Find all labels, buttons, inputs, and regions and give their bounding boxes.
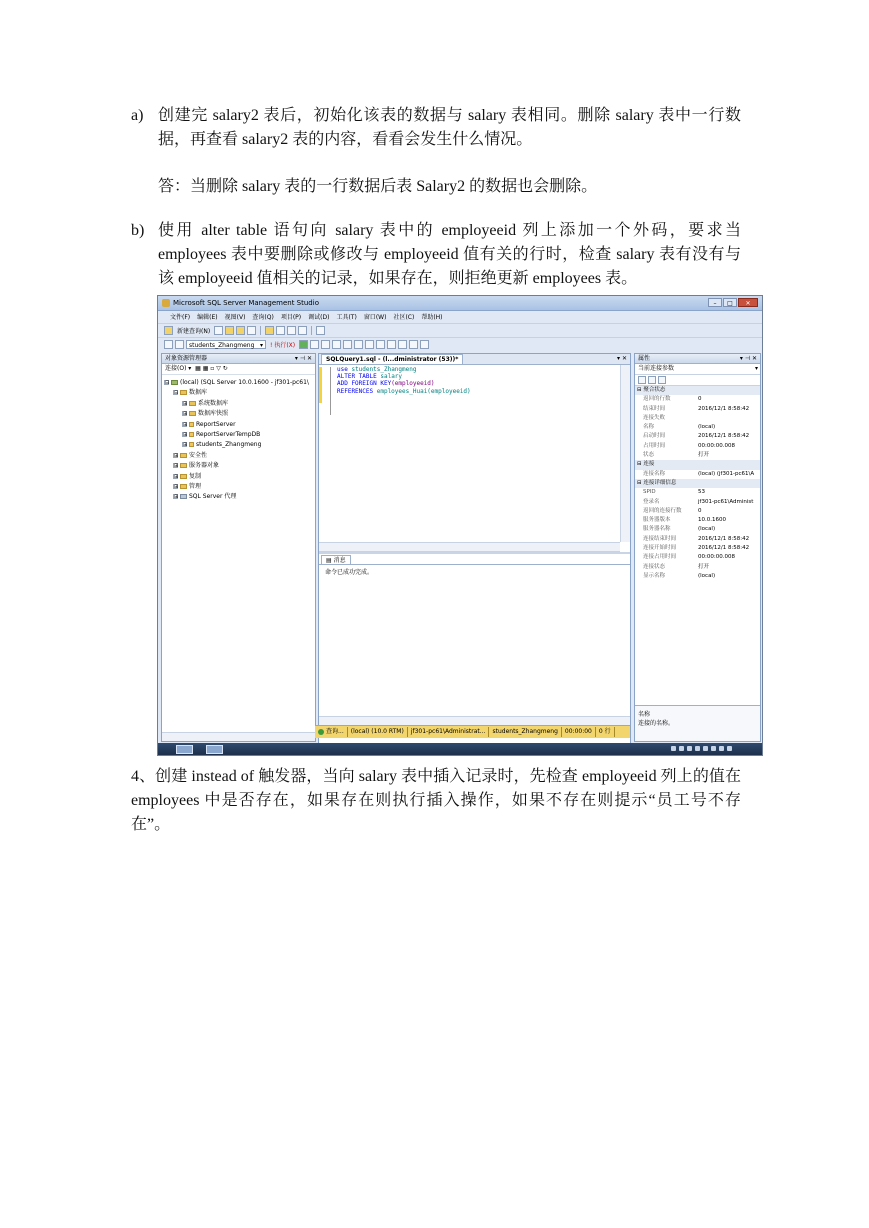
standard-toolbar <box>158 323 762 337</box>
property-pages-icon[interactable] <box>658 376 666 384</box>
property-row[interactable] <box>635 535 760 544</box>
properties-pane <box>634 353 761 742</box>
tree-node[interactable] <box>164 451 315 461</box>
chevron-down-icon: ▾ <box>259 342 263 349</box>
editor-vertical-scrollbar[interactable] <box>620 365 630 542</box>
taskbar-explorer-button[interactable] <box>176 745 193 754</box>
alphabetical-icon[interactable] <box>648 376 656 384</box>
minimize-button[interactable]: – <box>708 298 722 307</box>
property-row[interactable] <box>635 405 760 414</box>
property-row[interactable] <box>635 470 760 479</box>
tree-node-label: 数据库 <box>189 389 208 397</box>
object-tree <box>162 375 315 503</box>
change-marker <box>319 367 322 403</box>
property-key: 服务器名称 <box>643 526 671 533</box>
code-line: ALTER TABLE salary <box>337 373 403 381</box>
messages-panel <box>319 564 630 716</box>
property-category-label: 聚合状态 <box>643 387 666 393</box>
tree-node[interactable] <box>164 409 315 419</box>
server-icon <box>171 380 178 385</box>
property-key: 名称 <box>643 424 655 431</box>
tree-node[interactable] <box>164 388 315 398</box>
property-value: 2016/12/1 8:58:42 <box>698 405 750 412</box>
windows-taskbar <box>158 743 762 755</box>
properties-title: 属性 <box>638 355 651 362</box>
agent-icon <box>180 494 187 499</box>
expand-icon[interactable]: ⊞ <box>183 411 188 418</box>
status-cell: 查询... <box>315 727 348 737</box>
property-key: 登录名 <box>643 498 660 505</box>
menu-edit[interactable]: 编辑(E) <box>197 314 218 321</box>
item-a-marker: a) <box>131 107 144 124</box>
property-key: 连接名称 <box>643 470 666 477</box>
menu-help[interactable]: 帮助(H) <box>421 314 443 321</box>
database-select[interactable] <box>186 340 266 349</box>
property-description-title: 名称 <box>638 711 651 718</box>
code-line: use students_Zhangmeng <box>337 366 417 373</box>
expand-icon[interactable]: ⊞ <box>183 400 188 407</box>
code-line: ADD FOREIGN KEY(employeeid) <box>337 380 435 388</box>
window-title: Microsoft SQL Server Management Studio <box>173 299 319 307</box>
tree-node[interactable] <box>164 440 315 450</box>
tree-node-label: ReportServer <box>196 420 236 428</box>
folder-icon <box>180 484 187 489</box>
property-value: 53 <box>698 489 705 496</box>
categorized-icon[interactable] <box>638 376 646 384</box>
save-icon[interactable] <box>276 326 285 335</box>
item-a <box>131 104 741 152</box>
tree-node[interactable] <box>164 399 315 409</box>
save-all-icon[interactable] <box>287 326 296 335</box>
editor-horizontal-scrollbar[interactable] <box>319 542 620 552</box>
menu-bar <box>158 311 762 322</box>
item-b <box>131 219 741 291</box>
editor-tab-bar <box>319 354 630 365</box>
properties-header <box>635 354 760 364</box>
property-row[interactable] <box>635 507 760 516</box>
property-category[interactable] <box>635 479 760 488</box>
display-plan-icon[interactable] <box>332 340 341 349</box>
expand-icon[interactable]: ⊞ <box>174 494 179 501</box>
messages-scrollbar[interactable] <box>319 716 630 725</box>
tree-node-label: 系统数据库 <box>198 399 229 407</box>
property-category[interactable] <box>635 460 760 469</box>
tree-node-label: (local) (SQL Server 10.0.1600 - jf301-pc61\ <box>180 379 309 386</box>
new-query-button[interactable]: 新建查询(N) <box>177 328 211 335</box>
pin-close-icon[interactable]: ▾ ⊣ ✕ <box>739 355 757 362</box>
property-key: 连接开始时间 <box>643 545 677 552</box>
property-row[interactable] <box>635 432 760 441</box>
tree-node[interactable] <box>164 461 315 471</box>
decrease-indent-icon[interactable] <box>409 340 418 349</box>
paragraph-4: 4、创建 instead of 触发器，当向 salary 表中插入记录时，先检查 employeeid 列上的值在 employees 中是否存在，如果存在则执行插入操作，如果不存在则提示“员工号不存在”。 <box>131 768 741 833</box>
answer-a: 答：当删除 salary 表的一行数据后表 Salary2 的数据也会删除。 <box>158 178 598 195</box>
tree-node-label: SQL Server 代理 <box>189 493 237 501</box>
folder-icon <box>189 411 196 416</box>
uncomment-icon[interactable] <box>398 340 407 349</box>
ssms-screenshot <box>157 295 763 756</box>
database-icon <box>189 432 194 437</box>
menu-query[interactable]: 查询(Q) <box>252 314 274 321</box>
mdx-query-icon[interactable] <box>236 326 245 335</box>
analysis-query-icon[interactable] <box>225 326 234 335</box>
expand-icon[interactable]: ⊞ <box>174 463 179 470</box>
status-rows: 0 行 <box>596 727 615 737</box>
ssms-app-icon <box>162 299 170 307</box>
property-row[interactable] <box>635 525 760 534</box>
property-key: 连接状态 <box>643 563 666 570</box>
messages-icon: ▤ <box>326 557 334 564</box>
object-explorer-toolbar <box>162 364 315 375</box>
collapse-icon[interactable]: ⊟ <box>637 461 644 468</box>
taskbar-ssms-button[interactable] <box>206 745 223 754</box>
property-row[interactable] <box>635 498 760 507</box>
tree-node[interactable] <box>164 472 315 482</box>
tree-node-label: 服务器对象 <box>189 462 220 470</box>
connect-dropdown[interactable]: 连接(O) ▾ <box>165 365 192 372</box>
tree-node-label: 安全性 <box>189 451 208 459</box>
sql-editor-toolbar <box>158 337 762 351</box>
folder-icon <box>180 474 187 479</box>
tree-node[interactable] <box>164 378 315 388</box>
property-value: 00:00:00.008 <box>698 442 735 449</box>
object-explorer-header <box>162 354 315 364</box>
property-value <box>696 414 760 423</box>
property-key: 返回的连接行数 <box>643 507 682 514</box>
results-splitter[interactable] <box>319 552 630 554</box>
open-file-icon[interactable] <box>265 326 274 335</box>
property-row[interactable] <box>635 395 760 404</box>
filter-icons[interactable]: ▦ ▦ ▫ ▽ ↻ <box>193 365 228 372</box>
property-category[interactable] <box>635 386 760 395</box>
sql-code[interactable] <box>319 365 620 542</box>
property-key: 结束时间 <box>643 405 666 412</box>
tree-node[interactable] <box>164 420 315 430</box>
property-key: 占用时间 <box>643 442 666 449</box>
property-value: (local) <box>698 572 716 579</box>
property-value: 10.0.1600 <box>698 517 726 524</box>
item-b-marker: b) <box>131 222 145 239</box>
property-value: 0 <box>698 396 702 403</box>
property-key: SPID <box>643 489 656 496</box>
query-editor-pane <box>318 353 631 752</box>
property-value: (local) <box>698 424 716 431</box>
message-text: 命令已成功完成。 <box>325 569 374 576</box>
comment-icon[interactable] <box>387 340 396 349</box>
property-value: 00:00:00.008 <box>698 554 735 561</box>
property-row[interactable] <box>635 553 760 562</box>
status-database: students_Zhangmeng <box>489 727 561 737</box>
property-value: (local) (jf301-pc61\A <box>698 470 755 477</box>
results-text-icon[interactable] <box>354 340 363 349</box>
property-key: 显示名称 <box>643 572 666 579</box>
query-designer-icon[interactable] <box>343 340 352 349</box>
property-row[interactable] <box>635 544 760 553</box>
property-key: 返回的行数 <box>643 396 671 403</box>
property-grid <box>635 386 760 581</box>
item-b-text: 使用 alter table 语句向 salary 表中的 employeeid 列上添加一个外码，要求当 employees 表中要删除或修改与 employeeid 值有关的行时，检查 salary 表有没有与该 employeeid 值相关的记录，如果存在，则拒绝更新 employees 表。 <box>158 222 741 287</box>
property-key: 连接结束时间 <box>643 535 677 542</box>
outline-gutter <box>330 367 335 415</box>
property-row[interactable] <box>635 423 760 432</box>
tree-node[interactable] <box>164 482 315 492</box>
expand-icon[interactable]: ⊞ <box>183 421 188 428</box>
explorer-scrollbar[interactable] <box>162 732 315 741</box>
tree-node-label: 复制 <box>189 472 202 480</box>
results-grid-icon[interactable] <box>365 340 374 349</box>
folder-icon <box>189 401 196 406</box>
property-row[interactable] <box>635 451 760 460</box>
database-select-value: students_Zhangmeng <box>189 342 255 349</box>
menu-debug[interactable]: 调试(D) <box>308 314 330 321</box>
tree-node[interactable] <box>164 492 315 502</box>
property-value: 打开 <box>698 563 710 570</box>
property-description <box>635 705 760 741</box>
tab-close-icon[interactable]: ▾ ✕ <box>617 355 627 362</box>
pin-close-icon[interactable]: ▾ ⊣ ✕ <box>294 355 312 362</box>
collapse-icon[interactable]: ⊟ <box>165 380 170 386</box>
properties-object-select[interactable] <box>635 364 760 375</box>
connect-icon[interactable] <box>164 340 173 349</box>
folder-icon <box>180 453 187 458</box>
expand-icon[interactable]: ⊞ <box>183 431 188 438</box>
folder-icon <box>180 463 187 468</box>
code-line: REFERENCES employees_Huai(employeeid) <box>337 387 471 395</box>
property-key: 启动时间 <box>643 433 666 440</box>
system-tray <box>671 746 732 751</box>
menu-file[interactable]: 文件(F) <box>170 314 191 321</box>
expand-icon[interactable]: ⊞ <box>183 442 188 449</box>
execute-button[interactable]: ! 执行(X) <box>270 342 296 349</box>
database-icon <box>189 442 194 447</box>
property-key: 服务器版本 <box>643 517 671 524</box>
new-query-icon[interactable] <box>164 326 173 335</box>
property-row[interactable] <box>635 442 760 451</box>
status-bar <box>315 725 630 738</box>
properties-object-value: 当前连接参数 <box>638 365 675 372</box>
property-row[interactable] <box>635 516 760 525</box>
database-engine-query-icon[interactable] <box>214 326 223 335</box>
tree-node-label: students_Zhangmeng <box>196 441 262 449</box>
tree-node-label: 管理 <box>189 482 202 490</box>
property-value: 0 <box>698 507 702 514</box>
property-row[interactable] <box>635 572 760 581</box>
database-icon <box>189 422 194 427</box>
expand-icon[interactable]: ⊞ <box>174 473 179 480</box>
menu-window[interactable]: 窗口(W) <box>363 314 387 321</box>
xmla-query-icon[interactable] <box>247 326 256 335</box>
property-category-label: 连接 <box>643 461 655 468</box>
property-row[interactable] <box>635 414 760 423</box>
property-value: 2016/12/1 8:58:42 <box>698 535 750 542</box>
object-explorer-title: 对象资源管理器 <box>165 355 208 362</box>
status-server: (local) (10.0 RTM) <box>348 727 408 737</box>
property-value: 打开 <box>698 452 710 459</box>
activity-monitor-icon[interactable] <box>316 326 325 335</box>
property-key: 连接失败 <box>643 414 666 421</box>
item-a-text: 创建完 salary2 表后，初始化该表的数据与 salary 表相同。删除 salary 表中一行数据，再查看 salary2 表的内容，看看会发生什么情况。 <box>158 107 741 148</box>
property-row[interactable] <box>635 488 760 497</box>
print-icon[interactable] <box>298 326 307 335</box>
property-key: 连接占用时间 <box>643 554 677 561</box>
collapse-icon[interactable]: ⊟ <box>174 390 179 397</box>
parse-icon[interactable] <box>321 340 330 349</box>
menu-view[interactable]: 视图(V) <box>224 314 246 321</box>
success-icon <box>318 729 324 735</box>
property-value: jf301-pc61\Administ <box>698 498 754 505</box>
increase-indent-icon[interactable] <box>420 340 429 349</box>
properties-toolbar <box>635 375 760 386</box>
property-value: (local) <box>698 526 716 533</box>
property-description-text: 连接的名称。 <box>638 720 675 727</box>
results-file-icon[interactable] <box>376 340 385 349</box>
collapse-icon[interactable]: ⊟ <box>637 387 644 393</box>
menu-project[interactable]: 项目(P) <box>280 314 302 321</box>
close-button[interactable]: ✕ <box>738 298 758 307</box>
tree-node-label: ReportServerTempDB <box>196 430 261 438</box>
expand-icon[interactable]: ⊞ <box>174 483 179 490</box>
menu-tools[interactable]: 工具(T) <box>336 314 357 321</box>
stop-icon[interactable] <box>310 340 319 349</box>
property-value: 2016/12/1 8:58:42 <box>698 545 750 552</box>
menu-community[interactable]: 社区(C) <box>393 314 415 321</box>
object-explorer-pane <box>161 353 316 742</box>
messages-tab-label: 消息 <box>333 557 346 564</box>
folder-icon <box>180 390 187 395</box>
tree-node[interactable] <box>164 430 315 440</box>
tab-sqlquery1[interactable]: SQLQuery1.sql - (l...dministrator (53))* <box>321 354 463 364</box>
tree-node-label: 数据库快照 <box>198 410 229 418</box>
title-bar <box>158 296 762 311</box>
property-value: 2016/12/1 8:58:42 <box>698 433 750 440</box>
property-row[interactable] <box>635 563 760 572</box>
debug-icon[interactable] <box>299 340 308 349</box>
chevron-down-icon: ▾ <box>754 365 758 372</box>
status-user: jf301-pc61\Administrat... <box>408 727 490 737</box>
property-category-label: 连接详细信息 <box>643 479 677 486</box>
expand-icon[interactable]: ⊞ <box>174 452 179 459</box>
maximize-button[interactable]: □ <box>723 298 737 307</box>
property-key: 状态 <box>643 452 655 459</box>
change-connection-icon[interactable] <box>175 340 184 349</box>
status-time: 00:00:00 <box>562 727 596 737</box>
collapse-icon[interactable]: ⊟ <box>637 479 644 486</box>
